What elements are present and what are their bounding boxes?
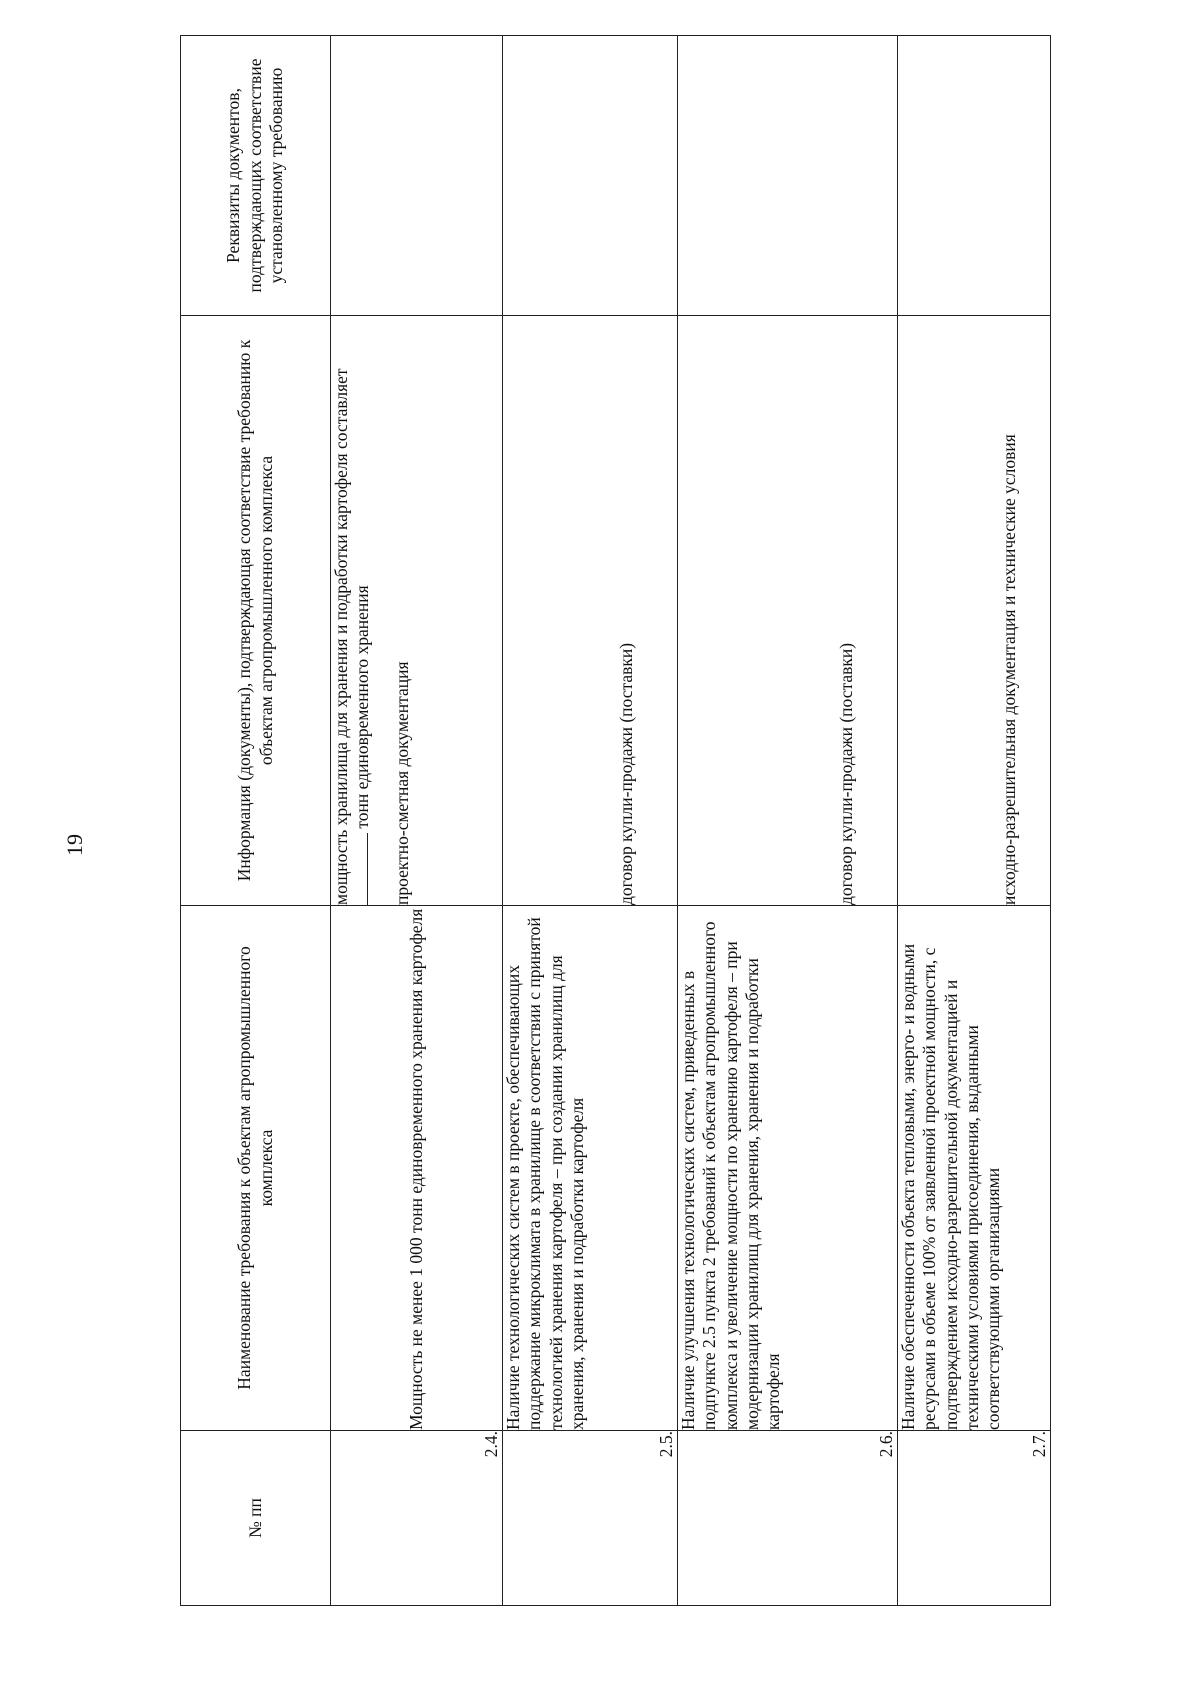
- documents-cell: [898, 36, 1051, 316]
- information-cell: договор купли-продажи (поставки): [678, 316, 898, 906]
- information-cell: [331, 316, 503, 906]
- requirement-cell: Мощность не менее 1 000 тонн единовременного хранения картофеля: [331, 906, 503, 1431]
- table-row: [331, 36, 503, 1606]
- header-information: Информация (документы), подтверждающая соответствие требованию к объектам агропромышленного комплекса: [181, 316, 331, 906]
- documents-cell: [331, 36, 503, 316]
- documents-cell: [503, 36, 678, 316]
- page-number: 19: [62, 834, 87, 856]
- information-cell: договор купли-продажи (поставки): [503, 316, 678, 906]
- row-number: 2.6.: [678, 1431, 898, 1606]
- header-num: № пп: [181, 1431, 331, 1606]
- info-capacity-unit: тонн единовременного хранения: [352, 585, 373, 829]
- table-header-row: [181, 36, 331, 1606]
- info-capacity-text: мощность хранилища для хранения и подработки картофеля составляет: [331, 368, 351, 905]
- table-row: [678, 36, 898, 1606]
- requirement-cell: Наличие технологических систем в проекте, обеспечивающих поддержание микроклимата в хранилище в соответствии с принятой технологией хранения картофеля – при создании хранилищ для хранения, хранения и подработки картофеля: [503, 906, 678, 1431]
- capacity-blank-field[interactable]: [353, 833, 368, 905]
- info-capacity-line: [331, 316, 374, 905]
- documents-cell: [678, 36, 898, 316]
- rotated-table-wrapper: [180, 36, 1050, 1606]
- header-requirement: Наименование требования к объектам агропромышленного комплекса: [181, 906, 331, 1431]
- table-row: [503, 36, 678, 1606]
- information-cell: исходно-разрешительная документация и технические условия: [898, 316, 1051, 906]
- header-documents: Реквизиты документов, подтверждающих соответствие установленному требованию: [181, 36, 331, 316]
- requirement-cell: Наличие обеспеченности объекта тепловыми, энерго- и водными ресурсами в объеме 100% от заявленной проектной мощности, с подтверждением исходно-разрешительной документацией и техническими условиями присоединения, выданными соответствующими организациями: [898, 906, 1051, 1431]
- row-number: 2.5.: [503, 1431, 678, 1606]
- row-number: 2.7.: [898, 1431, 1051, 1606]
- requirements-table: [180, 35, 1051, 1606]
- row-number: 2.4.: [331, 1431, 503, 1606]
- table-row: [898, 36, 1051, 1606]
- requirement-cell: Наличие улучшения технологических систем, приведенных в подпункте 2.5 пункта 2 требований к объектам агропромышленного комплекса и увеличение мощности по хранению картофеля – при модернизации хранилищ для хранения, хранения и подработки картофеля: [678, 906, 898, 1431]
- info-design-docs: проектно-сметная документация: [391, 661, 412, 905]
